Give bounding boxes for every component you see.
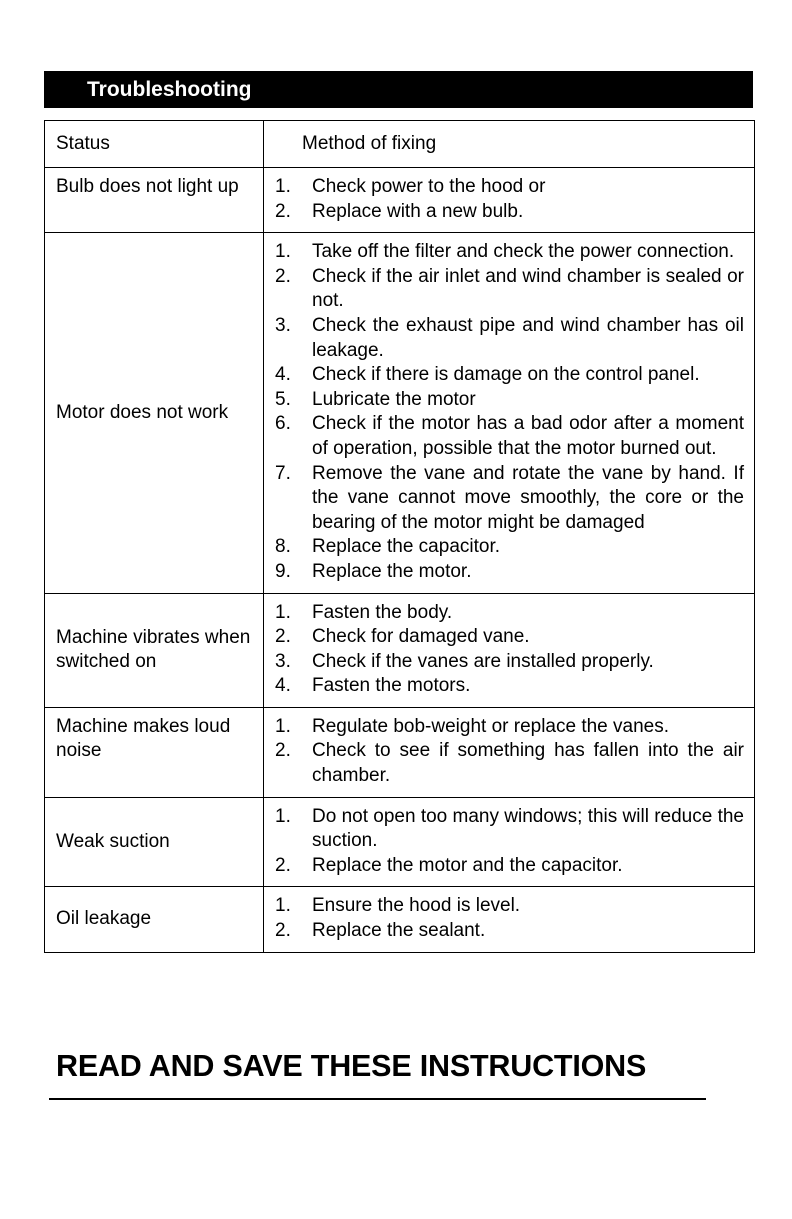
step-text: Replace the capacitor. <box>312 536 501 558</box>
step-text: Replace the motor. <box>312 560 472 582</box>
step-text: Lubricate the motor <box>312 388 476 410</box>
list-item <box>275 388 744 413</box>
step-text: Check if there is damage on the control panel. <box>312 364 700 386</box>
list-item <box>275 265 744 314</box>
step-text: Check if the air inlet and wind chamber is sealed or not. <box>312 265 744 312</box>
list-item <box>275 535 744 560</box>
footer-title: READ AND SAVE THESE INSTRUCTIONS <box>56 1049 647 1083</box>
list-item <box>275 412 744 461</box>
step-text: Check for damaged vane. <box>312 626 530 648</box>
step-number: 2. <box>275 740 291 762</box>
step-text: Replace with a new bulb. <box>312 200 524 222</box>
step-text: Check power to the hood or <box>312 176 546 197</box>
status-cell: Motor does not work <box>45 233 264 593</box>
method-cell <box>264 797 755 887</box>
column-header-method: Method of fixing <box>264 121 755 168</box>
method-steps <box>275 894 744 943</box>
list-item <box>275 200 744 225</box>
step-number: 1. <box>275 805 291 827</box>
step-text: Regulate bob-weight or replace the vanes. <box>312 715 670 737</box>
step-number: 1. <box>275 241 291 263</box>
step-number: 1. <box>275 895 291 917</box>
list-item <box>275 650 744 675</box>
step-text: Remove the vane and rotate the vane by hand. If the vane cannot move smoothly, the core or the bearing of the motor might be damaged <box>312 462 744 533</box>
method-steps <box>275 715 744 789</box>
step-number: 2. <box>275 626 291 648</box>
step-number: 2. <box>275 265 291 287</box>
step-number: 3. <box>275 650 291 672</box>
list-item <box>275 894 744 919</box>
step-number: 4. <box>275 675 291 697</box>
step-text: Ensure the hood is level. <box>312 895 521 917</box>
table-row <box>45 233 755 593</box>
status-cell: Weak suction <box>45 797 264 887</box>
troubleshooting-table <box>44 120 755 953</box>
table-row <box>45 797 755 887</box>
method-steps <box>275 240 744 584</box>
footer-divider <box>49 1098 706 1100</box>
step-number: 8. <box>275 536 291 558</box>
method-cell <box>264 707 755 797</box>
list-item <box>275 314 744 363</box>
step-number: 6. <box>275 413 291 435</box>
section-title: Troubleshooting <box>87 78 252 101</box>
list-item <box>275 175 744 200</box>
step-number: 9. <box>275 560 291 582</box>
step-number: 2. <box>275 854 291 876</box>
method-steps <box>275 601 744 699</box>
step-number: 4. <box>275 364 291 386</box>
step-text: Replace the sealant. <box>312 920 486 942</box>
step-number: 5. <box>275 388 291 410</box>
step-text: Check the exhaust pipe and wind chamber has oil leakage. <box>312 314 744 361</box>
status-cell: Bulb does not light up <box>45 168 264 233</box>
step-text: Check if the motor has a bad odor after a moment of operation, possible that the motor burned out. <box>312 413 744 459</box>
method-cell <box>264 168 755 233</box>
list-item <box>275 739 744 788</box>
step-number: 3. <box>275 314 291 336</box>
step-number: 2. <box>275 200 291 222</box>
list-item <box>275 854 744 879</box>
list-item <box>275 240 744 265</box>
step-text: Check to see if something has fallen into the air chamber. <box>312 740 744 787</box>
list-item <box>275 560 744 585</box>
table-row <box>45 887 755 952</box>
step-number: 1. <box>275 176 291 197</box>
step-text: Check if the vanes are installed properly. <box>312 650 654 672</box>
step-text: Fasten the motors. <box>312 675 471 697</box>
method-cell <box>264 887 755 952</box>
step-number: 2. <box>275 920 291 942</box>
table-row <box>45 168 755 233</box>
step-text: Fasten the body. <box>312 601 453 623</box>
step-number: 1. <box>275 601 291 623</box>
step-text: Replace the motor and the capacitor. <box>312 854 623 876</box>
list-item <box>275 919 744 944</box>
list-item <box>275 805 744 854</box>
method-cell <box>264 593 755 707</box>
table-header-row <box>45 121 755 168</box>
list-item <box>275 462 744 536</box>
status-cell: Machine makes loud noise <box>45 707 264 797</box>
table-row <box>45 593 755 707</box>
step-text: Do not open too many windows; this will reduce the suction. <box>312 805 744 852</box>
status-cell: Machine vibrates when switched on <box>45 593 264 707</box>
list-item <box>275 363 744 388</box>
list-item <box>275 715 744 740</box>
section-header-bar <box>44 71 753 108</box>
step-number: 1. <box>275 715 291 737</box>
list-item <box>275 601 744 626</box>
list-item <box>275 625 744 650</box>
table-row <box>45 707 755 797</box>
column-header-status: Status <box>45 121 264 168</box>
method-cell <box>264 233 755 593</box>
step-text: Take off the filter and check the power connection. <box>312 241 735 263</box>
status-cell: Oil leakage <box>45 887 264 952</box>
step-number: 7. <box>275 462 291 484</box>
method-steps <box>275 175 744 224</box>
method-steps <box>275 805 744 879</box>
list-item <box>275 674 744 699</box>
